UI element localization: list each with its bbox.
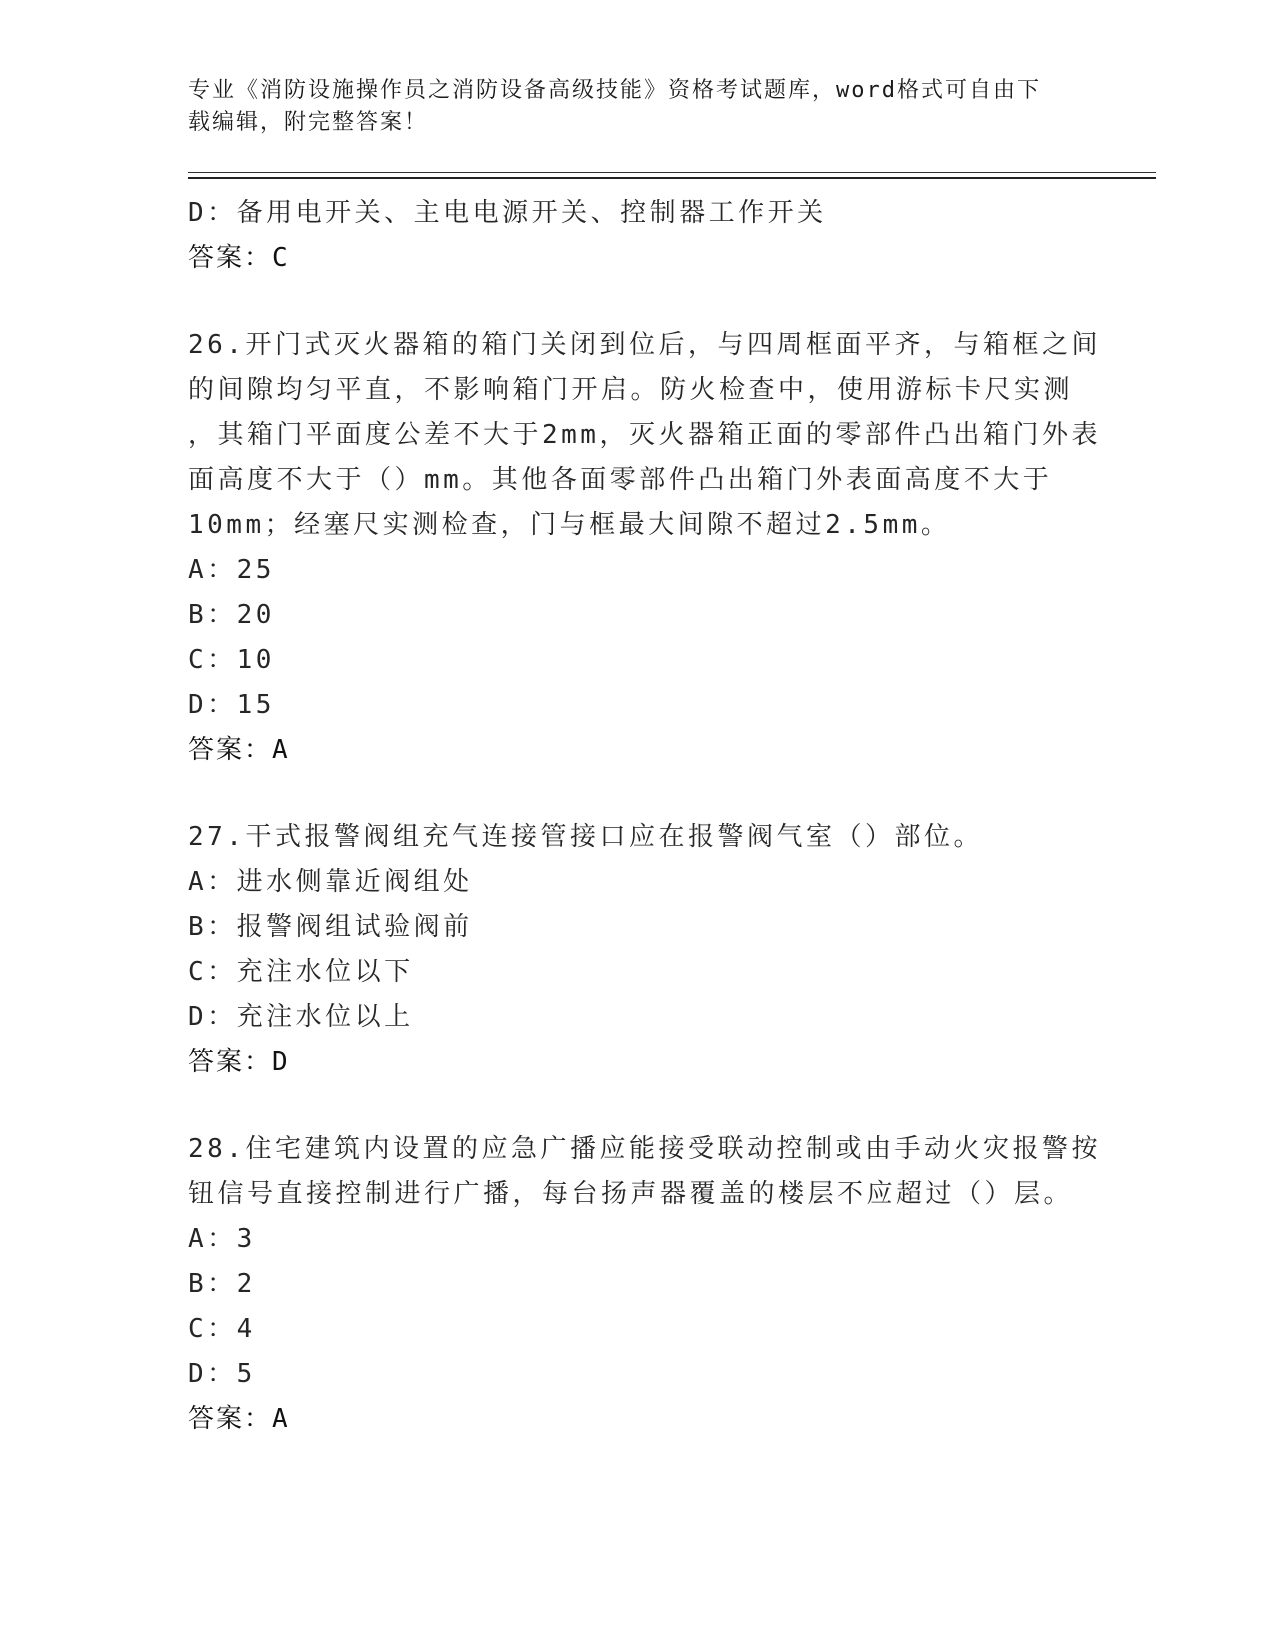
- header-line-1: 专业《消防设施操作员之消防设备高级技能》资格考试题库，word格式可自由下: [188, 78, 1041, 103]
- answer-label: 答案：: [188, 243, 273, 273]
- question-26: [188, 323, 1101, 773]
- answer-line: [188, 1040, 1088, 1085]
- answer-value: D: [272, 1047, 290, 1077]
- answer-label: 答案：: [188, 1404, 273, 1434]
- option-d: D：备用电开关、主电电源开关、控制器工作开关: [188, 198, 827, 228]
- header-divider-thin: [188, 172, 1156, 173]
- option-c: C：10: [188, 645, 275, 675]
- question-text-line: 的间隙均匀平直，不影响箱门开启。防火检查中，使用游标卡尺实测: [188, 375, 1074, 405]
- option-d: D：充注水位以上: [188, 1002, 414, 1032]
- option-c: C：充注水位以下: [188, 957, 414, 987]
- answer-line: [188, 1397, 1088, 1442]
- answer-label: 答案：: [188, 735, 273, 765]
- option-a: A：3: [188, 1224, 256, 1254]
- option-a: A：进水侧靠近阀组处: [188, 867, 473, 897]
- question-27: [188, 815, 1088, 1085]
- question-text-line: 面高度不大于（）mm。其他各面零部件凸出箱门外表面高度不大于: [188, 465, 1053, 495]
- question-text-line: 26.开门式灭火器箱的箱门关闭到位后，与四周框面平齐，与箱框之间: [188, 330, 1101, 360]
- question-text-line: 27.干式报警阀组充气连接管接口应在报警阀气室（）部位。: [188, 822, 983, 852]
- question-28: [188, 1127, 1101, 1442]
- answer-line: [188, 236, 1088, 281]
- option-b: B：20: [188, 600, 275, 630]
- question-text-line: 钮信号直接控制进行广播，每台扬声器覆盖的楼层不应超过（）层。: [188, 1179, 1074, 1209]
- document-header: [188, 75, 1088, 139]
- answer-value: A: [272, 1404, 290, 1434]
- question-text-line: ，其箱门平面度公差不大于2mm，灭火器箱正面的零部件凸出箱门外表: [188, 420, 1101, 450]
- option-b: B：2: [188, 1269, 256, 1299]
- option-d: D：5: [188, 1359, 256, 1389]
- question-text-line: 28.住宅建筑内设置的应急广播应能接受联动控制或由手动火灾报警按: [188, 1134, 1101, 1164]
- option-a: A：25: [188, 555, 275, 585]
- option-b: B：报警阀组试验阀前: [188, 912, 473, 942]
- answer-label: 答案：: [188, 1047, 273, 1077]
- document-body: [188, 191, 1101, 1442]
- question-25-tail: [188, 191, 1088, 281]
- header-divider-thick: [188, 177, 1156, 179]
- answer-value: C: [272, 243, 290, 273]
- option-c: C：4: [188, 1314, 256, 1344]
- option-d: D：15: [188, 690, 275, 720]
- answer-line: [188, 728, 1088, 773]
- spacer: [188, 773, 1088, 815]
- spacer: [188, 1085, 1088, 1127]
- spacer: [188, 281, 1088, 323]
- question-text-line: 10mm；经塞尺实测检查，门与框最大间隙不超过2.5mm。: [188, 510, 951, 540]
- header-line-2: 载编辑，附完整答案！: [188, 110, 429, 135]
- answer-value: A: [272, 735, 290, 765]
